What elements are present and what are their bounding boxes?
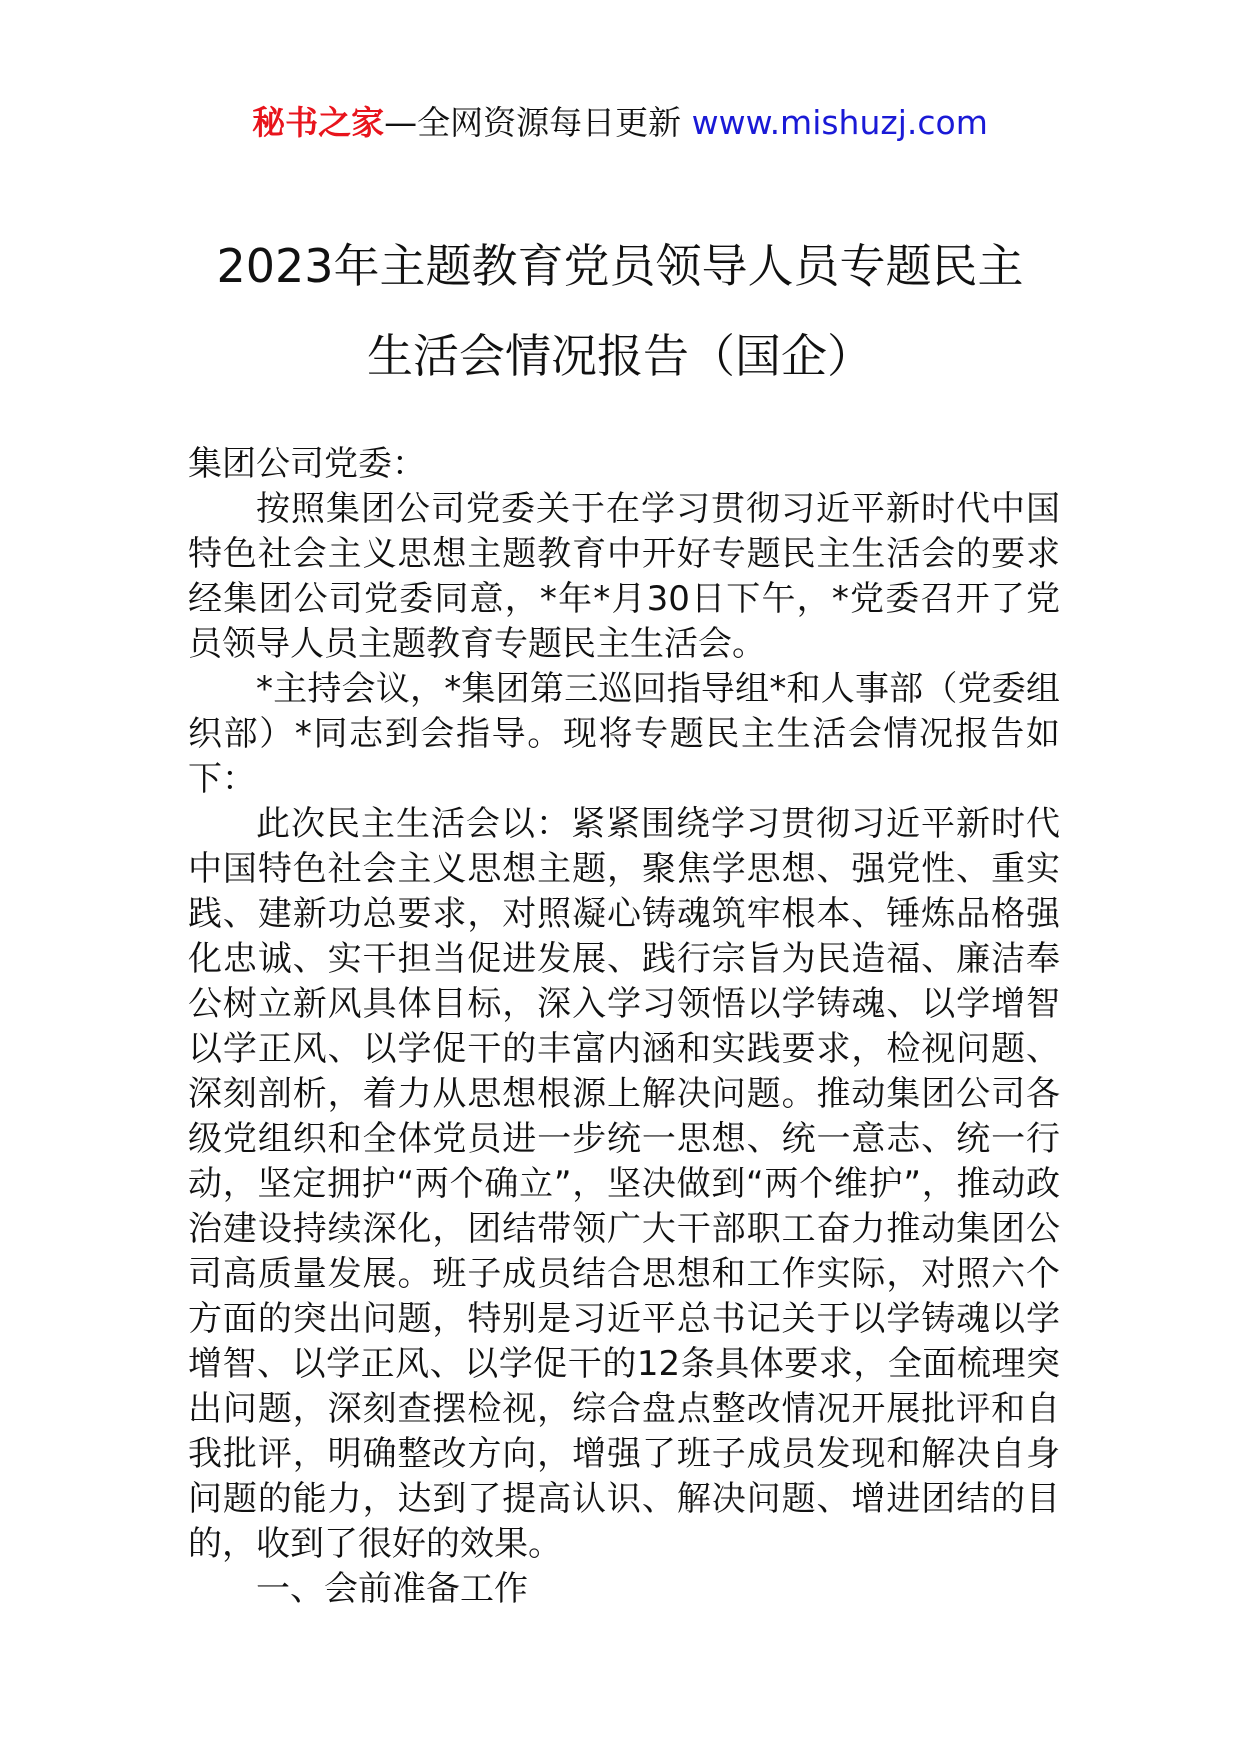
brand-name: 秘书之家 (252, 103, 385, 142)
paragraph-2: *主持会议，*集团第三巡回指导组*和人事部（党委组织部）*同志到会指导。现将专题民主生活会情况报告如下： (188, 669, 1060, 799)
paragraph-3: 此次民主生活会以：紧紧围绕学习贯彻习近平新时代中国特色社会主义思想主题，聚焦学思想、强党性、重实践、建新功总要求，对照凝心铸魂筑牢根本、锤炼品格强化忠诚、实干担当促进发展、践行宗旨为民造福、廉洁奉公树立新风具体目标，深入学习领悟以学铸魂、以学增智以学正风、以学促干的丰富内涵和实践要求，检视问题、深刻剖析，着力从思想根源上解决问题。推动集团公司各级党组织和全体党员进一步统一思想、统一意志、统一行动，坚定拥护“两个确立”，坚决做到“两个维护”，推动政治建设持续深化，团结带领广大干部职工奋力推动集团公司高质量发展。班子成员结合思想和工作实际，对照六个方面的突出问题，特别是习近平总书记关于以学铸魂以学增智、以学正风、以学促干的12条具体要求，全面梳理突出问题，深刻查摆检视，综合盘点整改情况开展批评和自我批评，明确整改方向，增强了班子成员发现和解决自身问题的能力，达到了提高认识、解决问题、增进团结的目的，收到了很好的效果。 (188, 804, 1060, 1564)
site-url-link[interactable]: www.mishuzj.com (691, 103, 988, 142)
salutation: 集团公司党委： (188, 444, 426, 484)
document-body (188, 442, 1060, 1612)
paragraph-1: 按照集团公司党委关于在学习贯彻习近平新时代中国特色社会主义思想主题教育中开好专题民主生活会的要求经集团公司党委同意，*年*月30日下午，*党委召开了党员领导人员主题教育专题民主生活会。 (188, 489, 1060, 664)
site-slogan: —全网资源每日更新 (384, 103, 682, 142)
document-title-line-2: 生活会情况报告（国企） (367, 329, 873, 383)
document-title-line-1: 2023年主题教育党员领导人员专题民主 (216, 239, 1024, 293)
section-heading: 一、会前准备工作 (256, 1569, 528, 1609)
site-header (0, 100, 1240, 146)
